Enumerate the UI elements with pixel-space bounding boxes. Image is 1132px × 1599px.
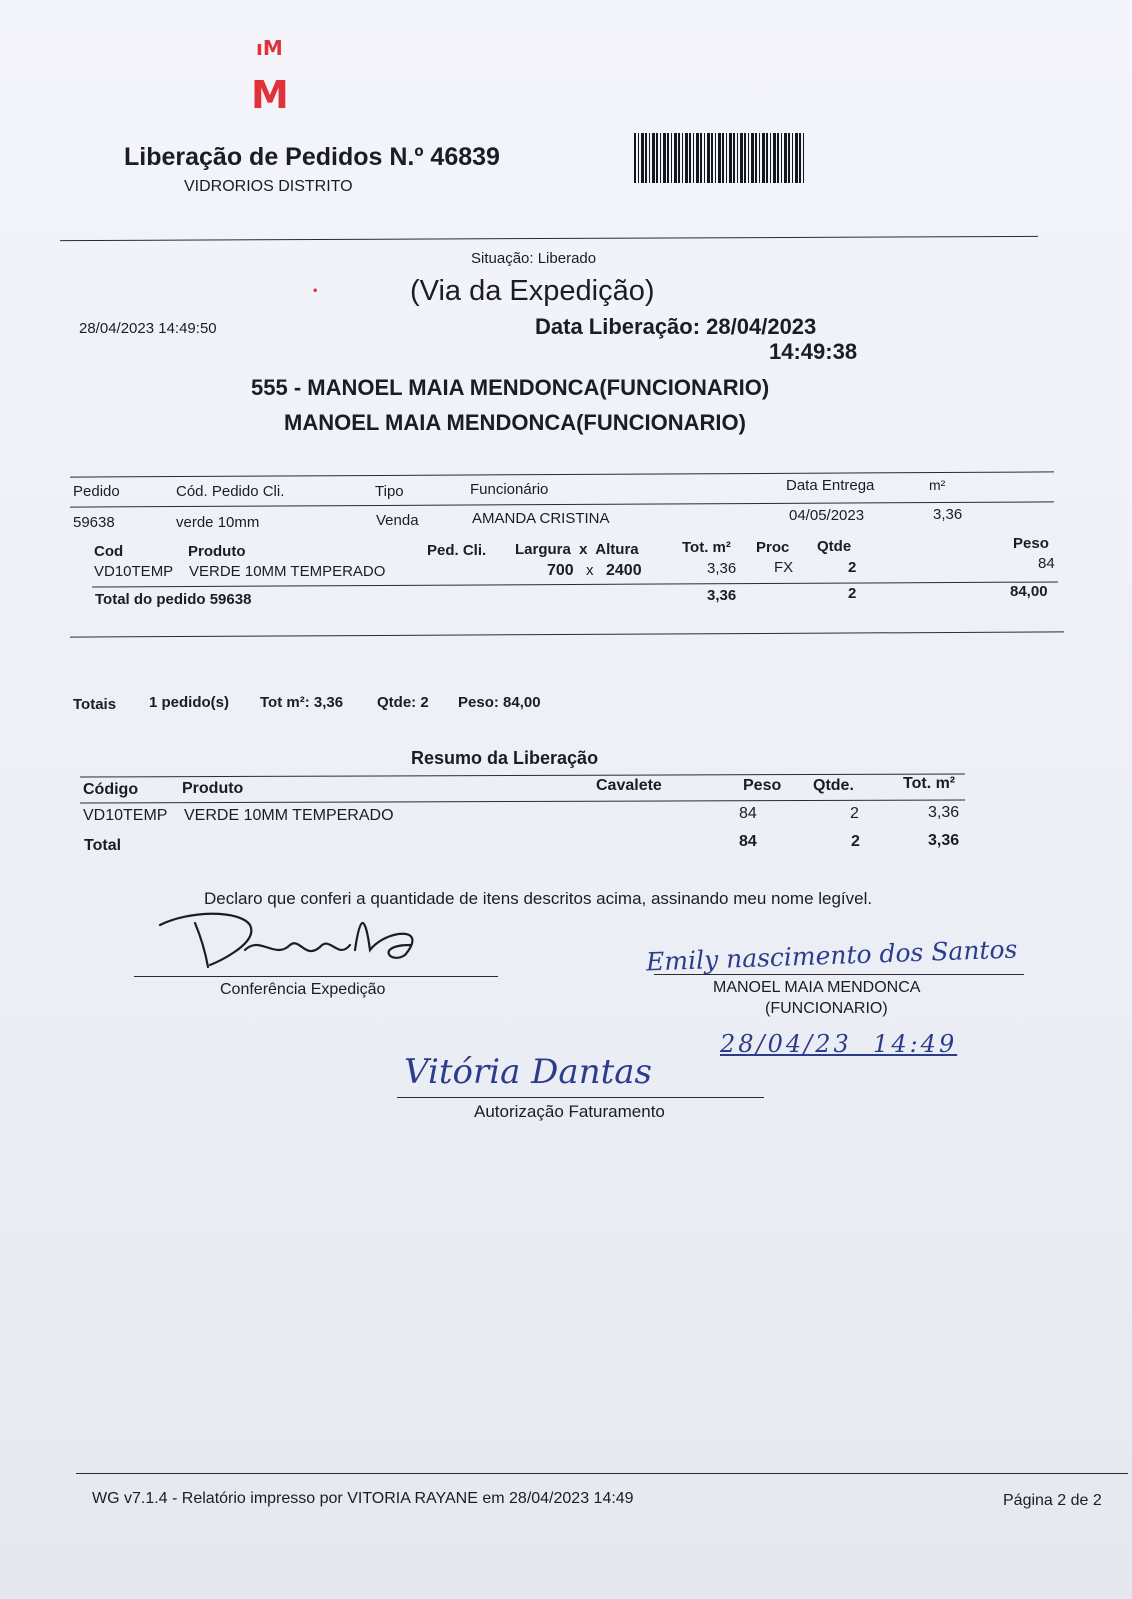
col-tipo: Tipo	[375, 483, 404, 500]
item-qtde: 2	[848, 559, 857, 576]
totais-peso: Peso: 84,00	[458, 694, 541, 711]
resumo-col-qtde: Qtde.	[813, 777, 854, 794]
cliente-line	[654, 974, 1024, 975]
item-col-tot-m2: Tot. m²	[682, 539, 731, 556]
item-col-peso: Peso	[1013, 535, 1049, 552]
signature-conferencia	[150, 905, 440, 975]
resumo-row-qtde: 2	[850, 805, 859, 822]
order-total-label: Total do pedido 59638	[95, 591, 252, 608]
resumo-total-label: Total	[84, 837, 122, 854]
item-col-cod: Cod	[94, 543, 124, 560]
resumo-total-peso: 84	[739, 833, 757, 850]
item-col-proc: Proc	[756, 539, 790, 556]
resumo-total-qtde: 2	[851, 833, 860, 850]
order-total-peso: 84,00	[1010, 583, 1048, 600]
col-m2: m²	[929, 477, 946, 493]
resumo-total-tot-m2: 3,36	[928, 832, 960, 849]
item-tot-m2: 3,36	[707, 560, 737, 577]
document-title: Liberação de Pedidos N.º 46839	[124, 143, 500, 171]
resumo-header-rule	[80, 799, 965, 803]
client-line-2: MANOEL MAIA MENDONCA(FUNCIONARIO)	[284, 410, 746, 435]
totais-m2: Tot m²: 3,36	[260, 694, 344, 711]
item-altura: 2400	[606, 562, 642, 579]
company-name: VIDRORIOS DISTRITO	[184, 178, 353, 195]
val-cod-pedido-cli: verde 10mm	[176, 514, 260, 531]
item-col-qtde: Qtde	[817, 538, 852, 555]
handwritten-date: 28/04/23 14:49	[720, 1030, 958, 1058]
totais-pedidos: 1 pedido(s)	[149, 694, 230, 711]
resumo-row-codigo: VD10TEMP	[83, 807, 168, 824]
resumo-col-peso: Peso	[743, 777, 782, 794]
item-peso: 84	[1038, 555, 1055, 572]
col-cod-pedido-cli: Cód. Pedido Cli.	[176, 483, 285, 500]
val-funcionario: AMANDA CRISTINA	[472, 510, 610, 527]
autorizacao-label: Autorização Faturamento	[474, 1102, 665, 1121]
col-data-entrega: Data Entrega	[786, 477, 875, 494]
item-produto: VERDE 10MM TEMPERADO	[189, 563, 386, 580]
resumo-title: Resumo da Liberação	[411, 748, 599, 768]
footer-rule	[76, 1473, 1128, 1474]
totais-label: Totais	[73, 696, 117, 713]
item-total-rule	[92, 581, 1058, 587]
totais-qtde: Qtde: 2	[377, 694, 429, 711]
red-dot: •	[312, 286, 319, 297]
order-header-rule	[70, 501, 1054, 507]
order-bottom-rule	[70, 631, 1064, 637]
resumo-row-produto: VERDE 10MM TEMPERADO	[184, 807, 394, 824]
item-col-largura-altura: Largura x Altura	[515, 541, 639, 558]
resumo-col-tot-m2: Tot. m²	[903, 775, 956, 792]
resumo-row-tot-m2: 3,36	[928, 804, 960, 821]
autorizacao-line	[397, 1097, 764, 1098]
val-tipo: Venda	[376, 512, 419, 529]
client-line-1: 555 - MANOEL MAIA MENDONCA(FUNCIONARIO)	[251, 375, 770, 400]
val-pedido: 59638	[73, 514, 115, 531]
resumo-col-cavalete: Cavalete	[596, 777, 662, 794]
situacao: Situação: Liberado	[471, 250, 597, 267]
item-col-produto: Produto	[188, 543, 246, 560]
item-cod: VD10TEMP	[94, 563, 174, 580]
signature-cliente: Emily nascimento dos Santos	[645, 934, 1018, 977]
footer-page: Página 2 de 2	[1003, 1492, 1102, 1509]
item-largura: 700	[547, 562, 574, 579]
item-proc: FX	[774, 559, 794, 576]
val-m2: 3,36	[933, 506, 963, 523]
barcode	[634, 133, 806, 183]
hora-liberacao: 14:49:38	[769, 339, 858, 364]
item-col-ped-cli: Ped. Cli.	[427, 542, 487, 559]
conferencia-label: Conferência Expedição	[220, 981, 386, 998]
via-title: (Via da Expedição)	[410, 275, 655, 307]
val-data-entrega: 04/05/2023	[789, 507, 865, 524]
cliente-name-2: (FUNCIONARIO)	[765, 1000, 888, 1017]
order-top-rule	[70, 471, 1054, 477]
order-total-qtde: 2	[848, 585, 857, 602]
order-total-m2: 3,36	[707, 587, 737, 604]
signature-autorizacao: Vitória Dantas	[404, 1052, 652, 1092]
footer-printed-by: WG v7.1.4 - Relatório impresso por VITORIA RAYANE em 28/04/2023 14:49	[92, 1490, 634, 1507]
cliente-name-1: MANOEL MAIA MENDONCA	[713, 979, 921, 996]
handwritten-mark: M	[251, 73, 289, 117]
col-pedido: Pedido	[73, 483, 120, 500]
resumo-col-produto: Produto	[182, 780, 244, 797]
conferencia-line	[134, 976, 498, 977]
handwritten-mark-small: ıM	[256, 36, 283, 60]
declaration: Declaro que conferi a quantidade de itens descritos acima, assinando meu nome legível.	[204, 889, 873, 908]
resumo-col-codigo: Código	[83, 781, 139, 798]
printed-at: 28/04/2023 14:49:50	[79, 320, 217, 337]
col-funcionario: Funcionário	[470, 481, 549, 498]
resumo-row-peso: 84	[739, 805, 757, 822]
data-liberacao: Data Liberação: 28/04/2023	[535, 314, 817, 339]
header-divider	[60, 236, 1038, 241]
item-x: x	[586, 562, 594, 579]
